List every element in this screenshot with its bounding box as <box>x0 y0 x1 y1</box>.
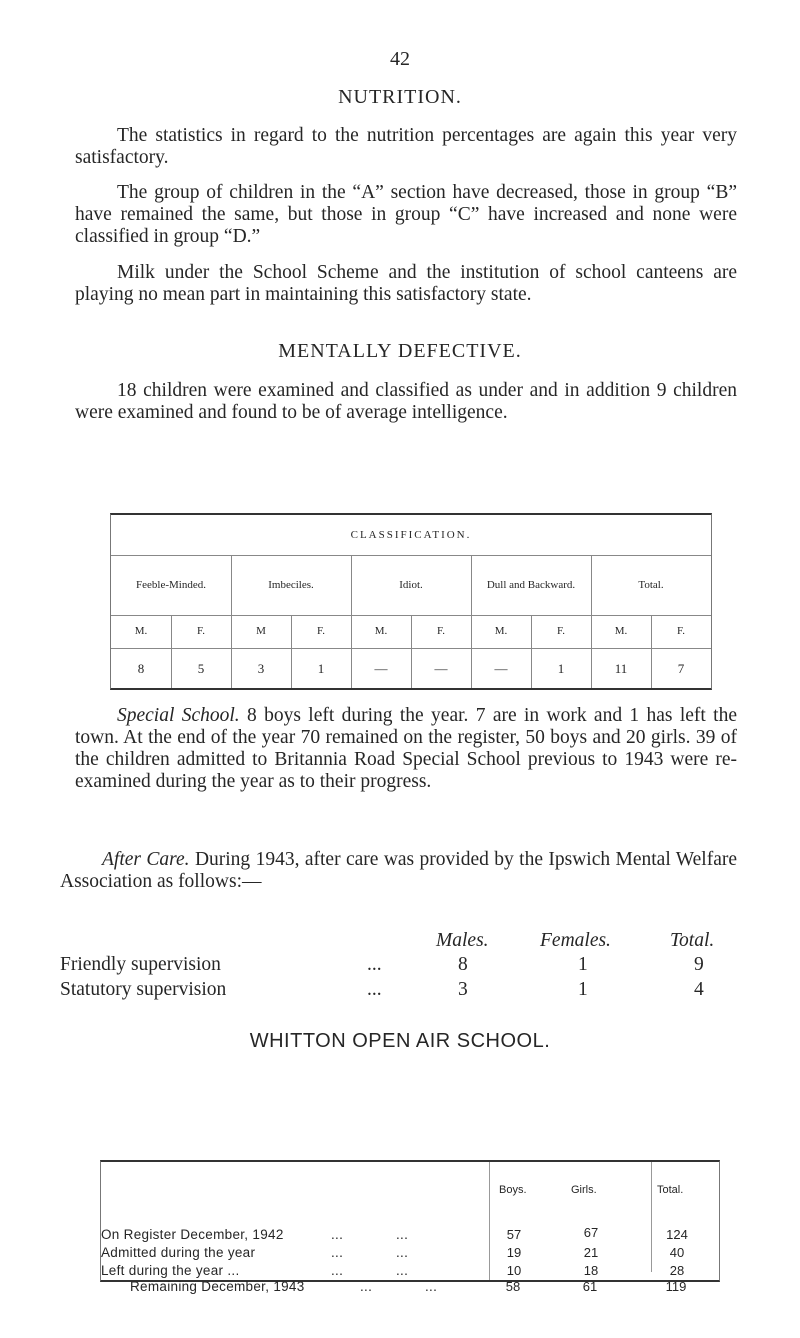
value-cell: — <box>434 660 448 676</box>
row-dots: ... <box>425 1279 438 1294</box>
friendly-total: 9 <box>694 954 704 975</box>
value-cell: 1 <box>317 660 325 676</box>
group-feeble-minded: Feeble-Minded. <box>136 578 206 591</box>
nutrition-paragraph-1 <box>75 125 737 169</box>
special-school-paragraph <box>75 705 737 793</box>
mentally-defective-text: 18 children were examined and classified as under and in addition 9 children were examined and found to be of average intelligence. <box>75 380 737 423</box>
group-total: Total. <box>638 578 664 591</box>
classification-title: CLASSIFICATION. <box>111 515 711 556</box>
value-cell: 1 <box>557 660 565 676</box>
sex-header: F. <box>557 625 565 637</box>
row-dots: ... <box>331 1263 344 1278</box>
sex-header: M. <box>614 625 628 637</box>
sex-header: M <box>256 625 266 637</box>
statutory-males: 3 <box>458 979 468 1000</box>
group-imbeciles: Imbeciles. <box>268 578 314 591</box>
boys-value: 58 <box>505 1279 521 1294</box>
statutory-supervision-label: Statutory supervision <box>60 979 227 1000</box>
column-males: Males. <box>436 930 489 951</box>
nutrition-text-3: Milk under the School Scheme and the institution of school canteens are playing no mean part in maintaining this satisfactory state. <box>75 262 737 305</box>
special-school-text: 8 boys left during the year. 7 are in work and 1 has left the town. At the end of the year 70 remained on the register, 50 boys and 20 girls. 39 of the children admitted to Britannia Road Special School previous to 1943 were re-examined during the year as to their progress. <box>75 705 737 792</box>
statutory-females: 1 <box>578 979 588 1000</box>
mentally-defective-heading: MENTALLY DEFECTIVE. <box>278 340 522 362</box>
group-idiot: Idiot. <box>399 578 423 591</box>
girls-value: 61 <box>582 1279 598 1294</box>
row-dots: ... <box>360 1279 373 1294</box>
value-cell: 7 <box>677 660 685 676</box>
column-total: Total. <box>657 1184 684 1196</box>
nutrition-text-2: The group of children in the “A” section have decreased, those in group “B” have remained the same, but those in group “C” have increased and none were classified in group “D.” <box>75 182 737 247</box>
row-dots: ... <box>396 1263 409 1278</box>
statutory-total: 4 <box>694 979 704 1000</box>
boys-value: 19 <box>506 1245 522 1260</box>
nutrition-text-1: The statistics in regard to the nutrition percentages are again this year very satisfactory. <box>75 125 737 168</box>
total-value: 124 <box>666 1227 688 1242</box>
friendly-supervision-label: Friendly supervision <box>60 954 221 975</box>
sex-header: F. <box>437 625 445 637</box>
nutrition-paragraph-2 <box>75 182 737 248</box>
nutrition-paragraph-3 <box>75 262 737 306</box>
sex-header: F. <box>197 625 205 637</box>
boys-value: 57 <box>506 1227 522 1242</box>
row-dots: ... <box>367 979 382 1000</box>
row-label: Remaining December, 1943 <box>130 1279 305 1294</box>
after-care-label: After Care. <box>102 849 190 870</box>
column-girls: Girls. <box>571 1184 597 1196</box>
boys-value: 10 <box>506 1263 522 1278</box>
after-care-text: During 1943, after care was provided by the Ipswich Mental Welfare Association as follows:— <box>60 849 737 892</box>
column-boys: Boys. <box>499 1184 527 1196</box>
girls-value: 67 <box>583 1225 599 1240</box>
total-value: 28 <box>669 1263 685 1278</box>
mentally-defective-paragraph <box>75 380 737 424</box>
special-school-label: Special School. <box>117 705 240 726</box>
column-females: Females. <box>540 930 611 951</box>
nutrition-heading: NUTRITION. <box>338 86 462 108</box>
total-value: 40 <box>669 1245 685 1260</box>
value-cell: — <box>374 660 388 676</box>
column-total: Total. <box>670 930 715 951</box>
value-cell: 3 <box>257 660 265 676</box>
value-cell: — <box>494 660 508 676</box>
group-dull-backward: Dull and Backward. <box>486 578 576 591</box>
row-label: Left during the year ... <box>101 1263 240 1278</box>
row-label: On Register December, 1942 <box>101 1227 284 1242</box>
sex-header: M. <box>494 625 508 637</box>
friendly-females: 1 <box>578 954 588 975</box>
friendly-males: 8 <box>458 954 468 975</box>
sex-header: M. <box>374 625 388 637</box>
value-cell: 5 <box>197 660 205 676</box>
row-dots: ... <box>331 1245 344 1260</box>
page-number: 42 <box>390 48 410 70</box>
row-label: Admitted during the year <box>101 1245 256 1260</box>
row-dots: ... <box>396 1245 409 1260</box>
girls-value: 18 <box>583 1263 599 1278</box>
sex-header: M. <box>134 625 148 637</box>
total-value: 119 <box>665 1279 687 1294</box>
whitton-table <box>100 1160 720 1282</box>
whitton-heading: WHITTON OPEN AIR SCHOOL. <box>249 1030 551 1052</box>
classification-table <box>110 513 712 690</box>
girls-value: 21 <box>583 1245 599 1260</box>
sex-header: F. <box>317 625 325 637</box>
row-dots: ... <box>367 954 382 975</box>
value-cell: 11 <box>614 660 628 676</box>
sex-header: F. <box>677 625 685 637</box>
after-care-paragraph <box>60 849 737 893</box>
row-dots: ... <box>331 1227 344 1242</box>
value-cell: 8 <box>137 660 145 676</box>
row-dots: ... <box>396 1227 409 1242</box>
